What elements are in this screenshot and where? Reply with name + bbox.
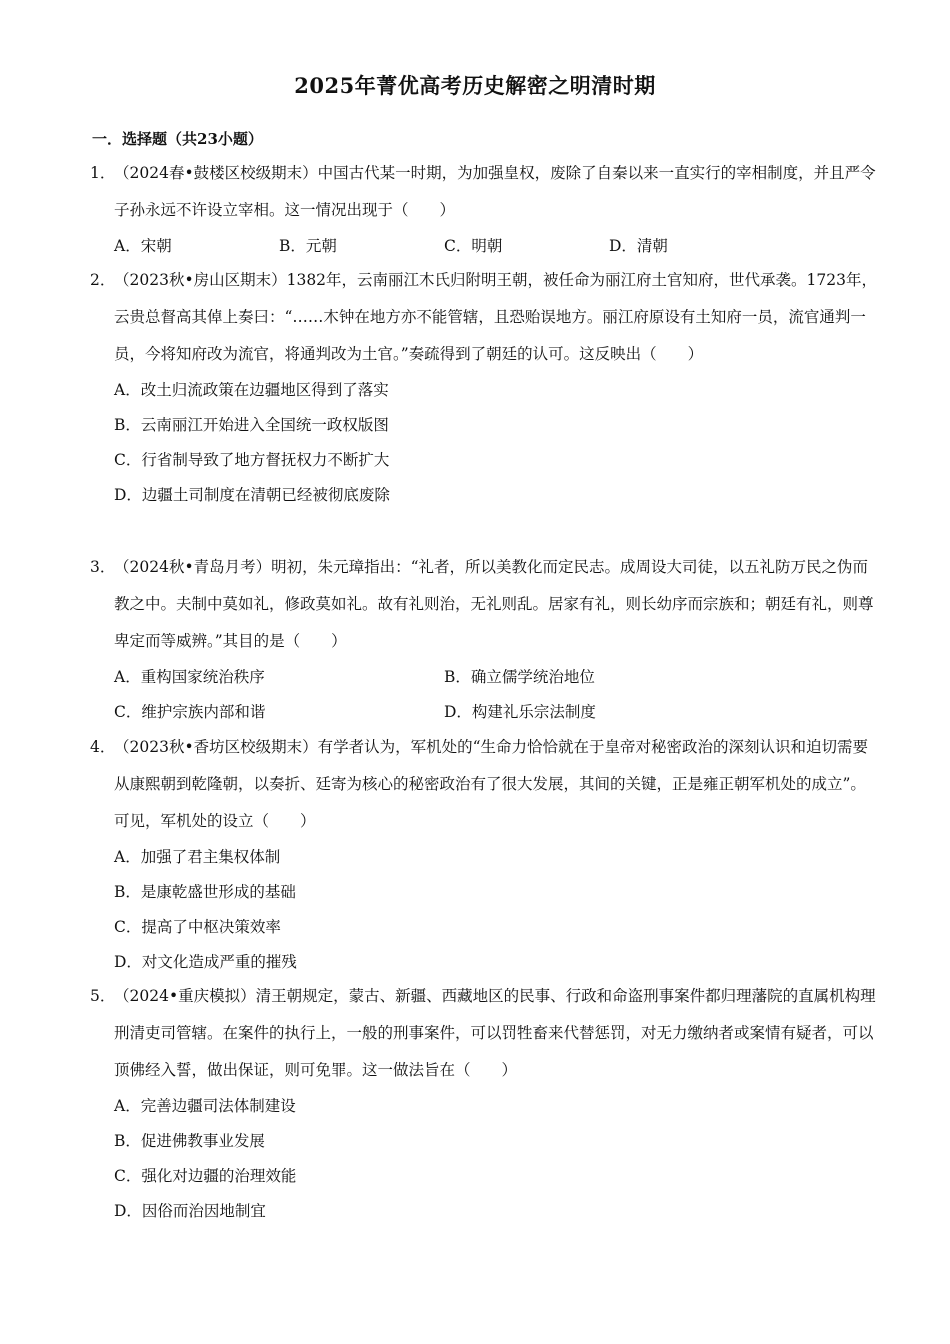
question-stem: [90, 262, 880, 373]
option-d: D．边疆土司制度在清朝已经被彻底废除: [114, 486, 390, 504]
question-stem: [90, 155, 880, 229]
question-text: （2024春•鼓楼区校级期末）中国古代某一时期，为加强皇权，废除了自秦以来一直实行的宰相制度，并且严令子孙永远不许设立宰相。这一情况出现于（ ）: [114, 164, 876, 219]
options: [90, 229, 880, 264]
question-number: 3．: [90, 558, 116, 576]
option-b: B．确立儒学统治地位: [444, 668, 595, 686]
question-number: 5．: [90, 987, 116, 1005]
question-3: [90, 549, 880, 730]
option-c: C．明朝: [444, 237, 503, 255]
question-1: [90, 155, 880, 264]
option-a: A．完善边疆司法体制建设: [114, 1097, 296, 1115]
question-number: 1．: [90, 164, 116, 182]
question-text: （2024•重庆模拟）清王朝规定，蒙古、新疆、西藏地区的民事、行政和命盗刑事案件都归理藩院的直属机构理刑清吏司管辖。在案件的执行上，一般的刑事案件，可以罚牲畜来代替惩罚，对无力缴纳者或案情有疑者，可以顶佛经入誓，做出保证，则可免罪。这一做法旨在（ ）: [114, 987, 876, 1079]
option-c: C．提高了中枢决策效率: [114, 918, 281, 936]
question-2: [90, 262, 880, 513]
option-d: D．因俗而治因地制宜: [114, 1202, 266, 1220]
option-c: C．强化对边疆的治理效能: [114, 1167, 297, 1185]
option-a: A．重构国家统治秩序: [114, 668, 265, 686]
question-5: [90, 978, 880, 1229]
question-stem: [90, 549, 880, 660]
option-b: B．元朝: [279, 237, 337, 255]
option-b: B．是康乾盛世形成的基础: [114, 883, 296, 901]
option-a: A．宋朝: [114, 237, 172, 255]
question-number: 2．: [90, 271, 116, 289]
options: [90, 1089, 880, 1229]
question-stem: [90, 978, 880, 1089]
option-d: D．清朝: [609, 237, 668, 255]
section-heading: 一．选择题（共23小题）: [92, 130, 263, 148]
option-d: D．对文化造成严重的摧残: [114, 953, 297, 971]
question-number: 4．: [90, 738, 116, 756]
question-text: （2023秋•香坊区校级期末）有学者认为，军机处的“生命力恰恰就在于皇帝对秘密政治的深刻认识和迫切需要从康熙朝到乾隆朝，以奏折、廷寄为核心的秘密政治有了很大发展，其间的关键，正是雍正朝军机处的成立”。可见，军机处的设立（ ）: [114, 738, 869, 830]
options: [90, 660, 880, 730]
option-c: C．行省制导致了地方督抚权力不断扩大: [114, 451, 390, 469]
option-d: D．构建礼乐宗法制度: [444, 703, 596, 721]
question-text: （2023秋•房山区期末）1382年，云南丽江木氏归附明王朝，被任命为丽江府土官知府，世代承袭。1723年，云贵总督高其倬上奏曰：“……木钟在地方亦不能管辖，且恐贻误地方。丽江府原设有土知府一员，流官通判一员，今将知府改为流官，将通判改为土官。”奏疏得到了朝廷的认可。这反映出（ ）: [114, 271, 877, 363]
options: [90, 373, 880, 513]
document-title: 2025年菁优高考历史解密之明清时期: [294, 73, 656, 98]
option-c: C．维护宗族内部和谐: [114, 703, 266, 721]
options: [90, 840, 880, 980]
question-text: （2024秋•青岛月考）明初，朱元璋指出：“礼者，所以美教化而定民志。成周设大司徒，以五礼防万民之伪而教之中。夫制中莫如礼，修政莫如礼。故有礼则治，无礼则乱。居家有礼，则长幼序而宗族和；朝廷有礼，则尊卑定而等威辨。”其目的是（ ）: [114, 558, 874, 650]
option-a: A．加强了君主集权体制: [114, 848, 281, 866]
option-a: A．改土归流政策在边疆地区得到了落实: [114, 381, 389, 399]
question-4: [90, 729, 880, 980]
question-stem: [90, 729, 880, 840]
option-b: B．云南丽江开始进入全国统一政权版图: [114, 416, 389, 434]
option-b: B．促进佛教事业发展: [114, 1132, 265, 1150]
